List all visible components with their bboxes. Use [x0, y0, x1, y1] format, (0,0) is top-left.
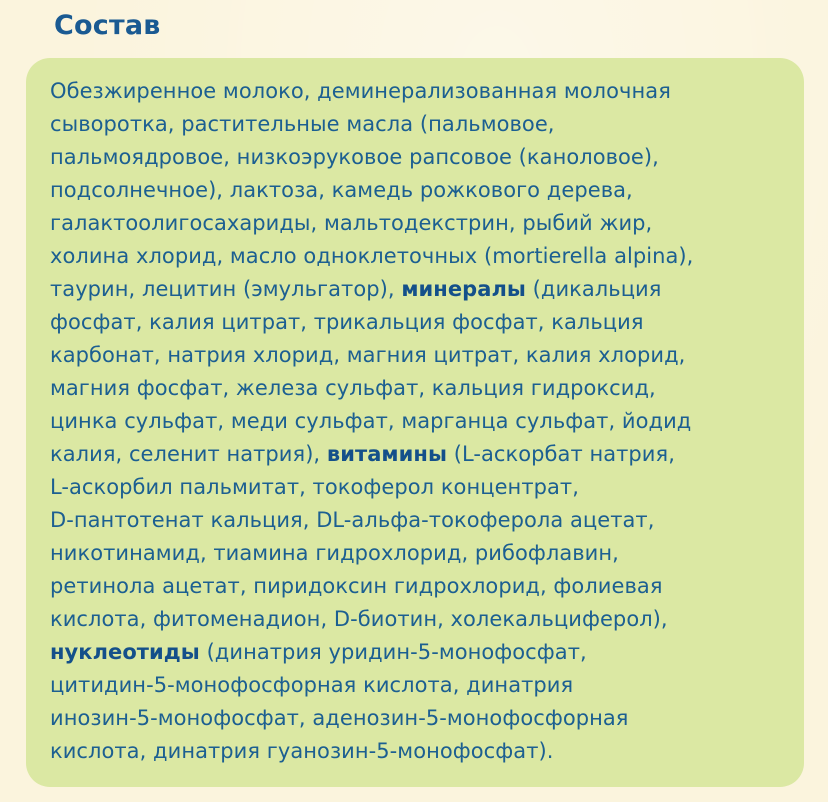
category-heading: нуклеотиды — [50, 640, 200, 664]
composition-line — [50, 471, 790, 504]
ingredient-text: (динатрия уридин-5-монофосфат, — [199, 640, 587, 664]
section-title: Состав — [54, 10, 161, 41]
ingredient-text: инозин-5-монофосфат, аденозин-5-монофосфорная — [50, 706, 629, 730]
ingredient-text: пальмоядровое, низкоэруковое рапсовое (каноловое), — [50, 145, 659, 169]
ingredient-text: Обезжиренное молоко, деминерализованная молочная — [50, 79, 671, 103]
ingredient-text: кислота, фитоменадион, D-биотин, холекальциферол), — [50, 607, 668, 631]
composition-line — [50, 240, 790, 273]
composition-line — [50, 570, 790, 603]
ingredient-text: галактоолигосахариды, мальтодекстрин, рыбий жир, — [50, 211, 653, 235]
composition-card — [26, 58, 804, 787]
ingredient-text: подсолнечное), лактоза, камедь рожкового дерева, — [50, 178, 633, 202]
composition-line — [50, 702, 790, 735]
ingredient-text: калия, селенит натрия), — [50, 442, 327, 466]
category-heading: витамины — [326, 442, 448, 466]
composition-line — [50, 537, 790, 570]
composition-line — [50, 339, 790, 372]
ingredient-text: цинка сульфат, меди сульфат, марганца сульфат, йодид — [50, 409, 692, 433]
ingredient-text: (L-аскорбат натрия, — [447, 442, 675, 466]
ingredient-text: никотинамид, тиамина гидрохлорид, рибофлавин, — [50, 541, 619, 565]
ingredient-text: карбонат, натрия хлорид, магния цитрат, калия хлорид, — [50, 343, 686, 367]
ingredient-text: цитидин-5-монофосфорная кислота, динатрия — [50, 673, 574, 697]
composition-line — [50, 669, 790, 702]
composition-line — [50, 372, 790, 405]
composition-line — [50, 174, 790, 207]
composition-line — [50, 405, 790, 438]
composition-text — [50, 75, 790, 768]
composition-line — [50, 735, 790, 768]
ingredient-text: L-аскорбил пальмитат, токоферол концентрат, — [50, 475, 579, 499]
ingredient-text: кислота, динатрия гуанозин-5-монофосфат). — [50, 739, 554, 763]
composition-line — [50, 108, 790, 141]
composition-line — [50, 273, 790, 306]
ingredient-text: холина хлорид, масло одноклеточных (mortierella alpina), — [50, 244, 694, 268]
composition-line — [50, 636, 790, 669]
ingredient-text: (дикальция — [525, 277, 662, 301]
composition-line — [50, 141, 790, 174]
composition-line — [50, 75, 790, 108]
composition-line — [50, 207, 790, 240]
ingredient-text: сыворотка, растительные масла (пальмовое, — [50, 112, 555, 136]
composition-line — [50, 504, 790, 537]
ingredient-text: ретинола ацетат, пиридоксин гидрохлорид, фолиевая — [50, 574, 663, 598]
ingredient-text: магния фосфат, железа сульфат, кальция гидроксид, — [50, 376, 656, 400]
ingredient-text: фосфат, калия цитрат, трикальция фосфат, кальция — [50, 310, 644, 334]
composition-line — [50, 306, 790, 339]
composition-line — [50, 603, 790, 636]
category-heading: минералы — [401, 277, 526, 301]
ingredient-text: D-пантотенат кальция, DL-альфа-токоферола ацетат, — [50, 508, 655, 532]
composition-line — [50, 438, 790, 471]
ingredient-text: таурин, лецитин (эмульгатор), — [50, 277, 402, 301]
